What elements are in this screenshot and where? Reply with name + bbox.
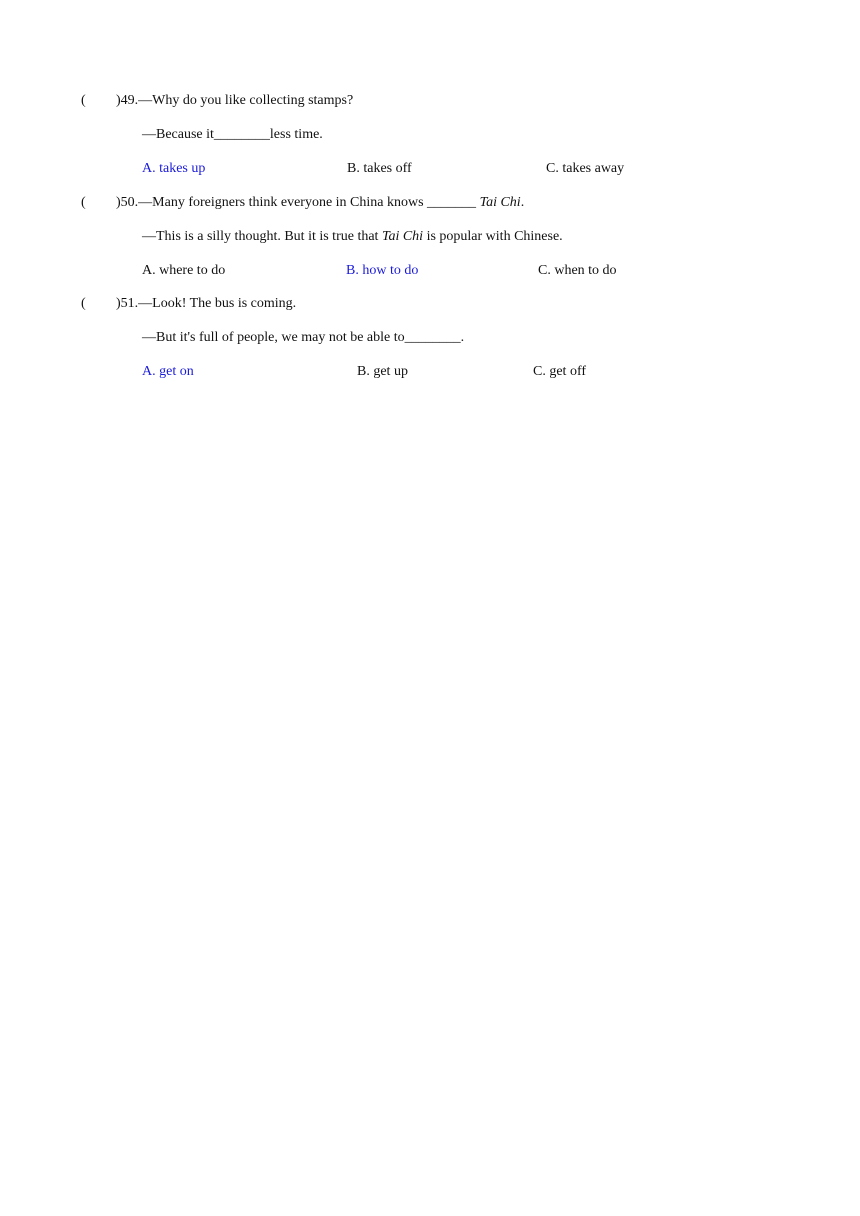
question-stem: —Why do you like collecting stamps? xyxy=(138,93,354,108)
question-number: 50. xyxy=(120,195,139,210)
answer-bracket-open: ( xyxy=(81,296,86,311)
option-a: A. get on xyxy=(142,364,194,379)
reply-text-before: —Because it xyxy=(142,127,214,142)
reply-text-before: —But it's full of people, we may not be able to xyxy=(142,330,405,345)
answer-bracket-close: ) xyxy=(116,93,121,108)
answer-bracket-open: ( xyxy=(81,195,86,210)
question-stem: —Many foreigners think everyone in China knows _______ xyxy=(138,195,480,210)
option-b: B. how to do xyxy=(346,263,419,278)
question-stem-line xyxy=(116,194,524,212)
option-c: C. takes away xyxy=(546,161,625,176)
reply-text-after: less time. xyxy=(269,127,323,142)
reply-italic: Tai Chi xyxy=(381,229,424,244)
option-b: B. takes off xyxy=(347,161,412,176)
question-stem: —Look! The bus is coming. xyxy=(138,296,297,311)
option-a: A. takes up xyxy=(142,161,206,176)
answer-bracket-close: ) xyxy=(116,195,121,210)
reply-text-before: —This is a silly thought. But it is true that xyxy=(142,229,382,244)
answer-bracket-open: ( xyxy=(81,93,86,108)
option-b: B. get up xyxy=(357,364,408,379)
question-stem-line xyxy=(116,295,296,313)
reply-text-after: is popular with Chinese. xyxy=(423,229,563,244)
option-a: A. where to do xyxy=(142,263,226,278)
question-stem-italic: Tai Chi xyxy=(479,195,521,210)
question-reply-line xyxy=(142,228,563,246)
question-number: 49. xyxy=(120,93,139,108)
question-number: 51. xyxy=(120,296,139,311)
reply-text-after: . xyxy=(460,330,465,345)
answer-bracket-close: ) xyxy=(116,296,121,311)
reply-blank: ________ xyxy=(404,330,461,345)
option-c: C. when to do xyxy=(538,263,617,278)
reply-blank: ________ xyxy=(213,127,270,142)
question-stem-line xyxy=(116,92,353,110)
option-c: C. get off xyxy=(533,364,587,379)
question-reply-line xyxy=(142,329,464,347)
question-stem-end: . xyxy=(520,195,525,210)
question-reply-line xyxy=(142,126,323,144)
